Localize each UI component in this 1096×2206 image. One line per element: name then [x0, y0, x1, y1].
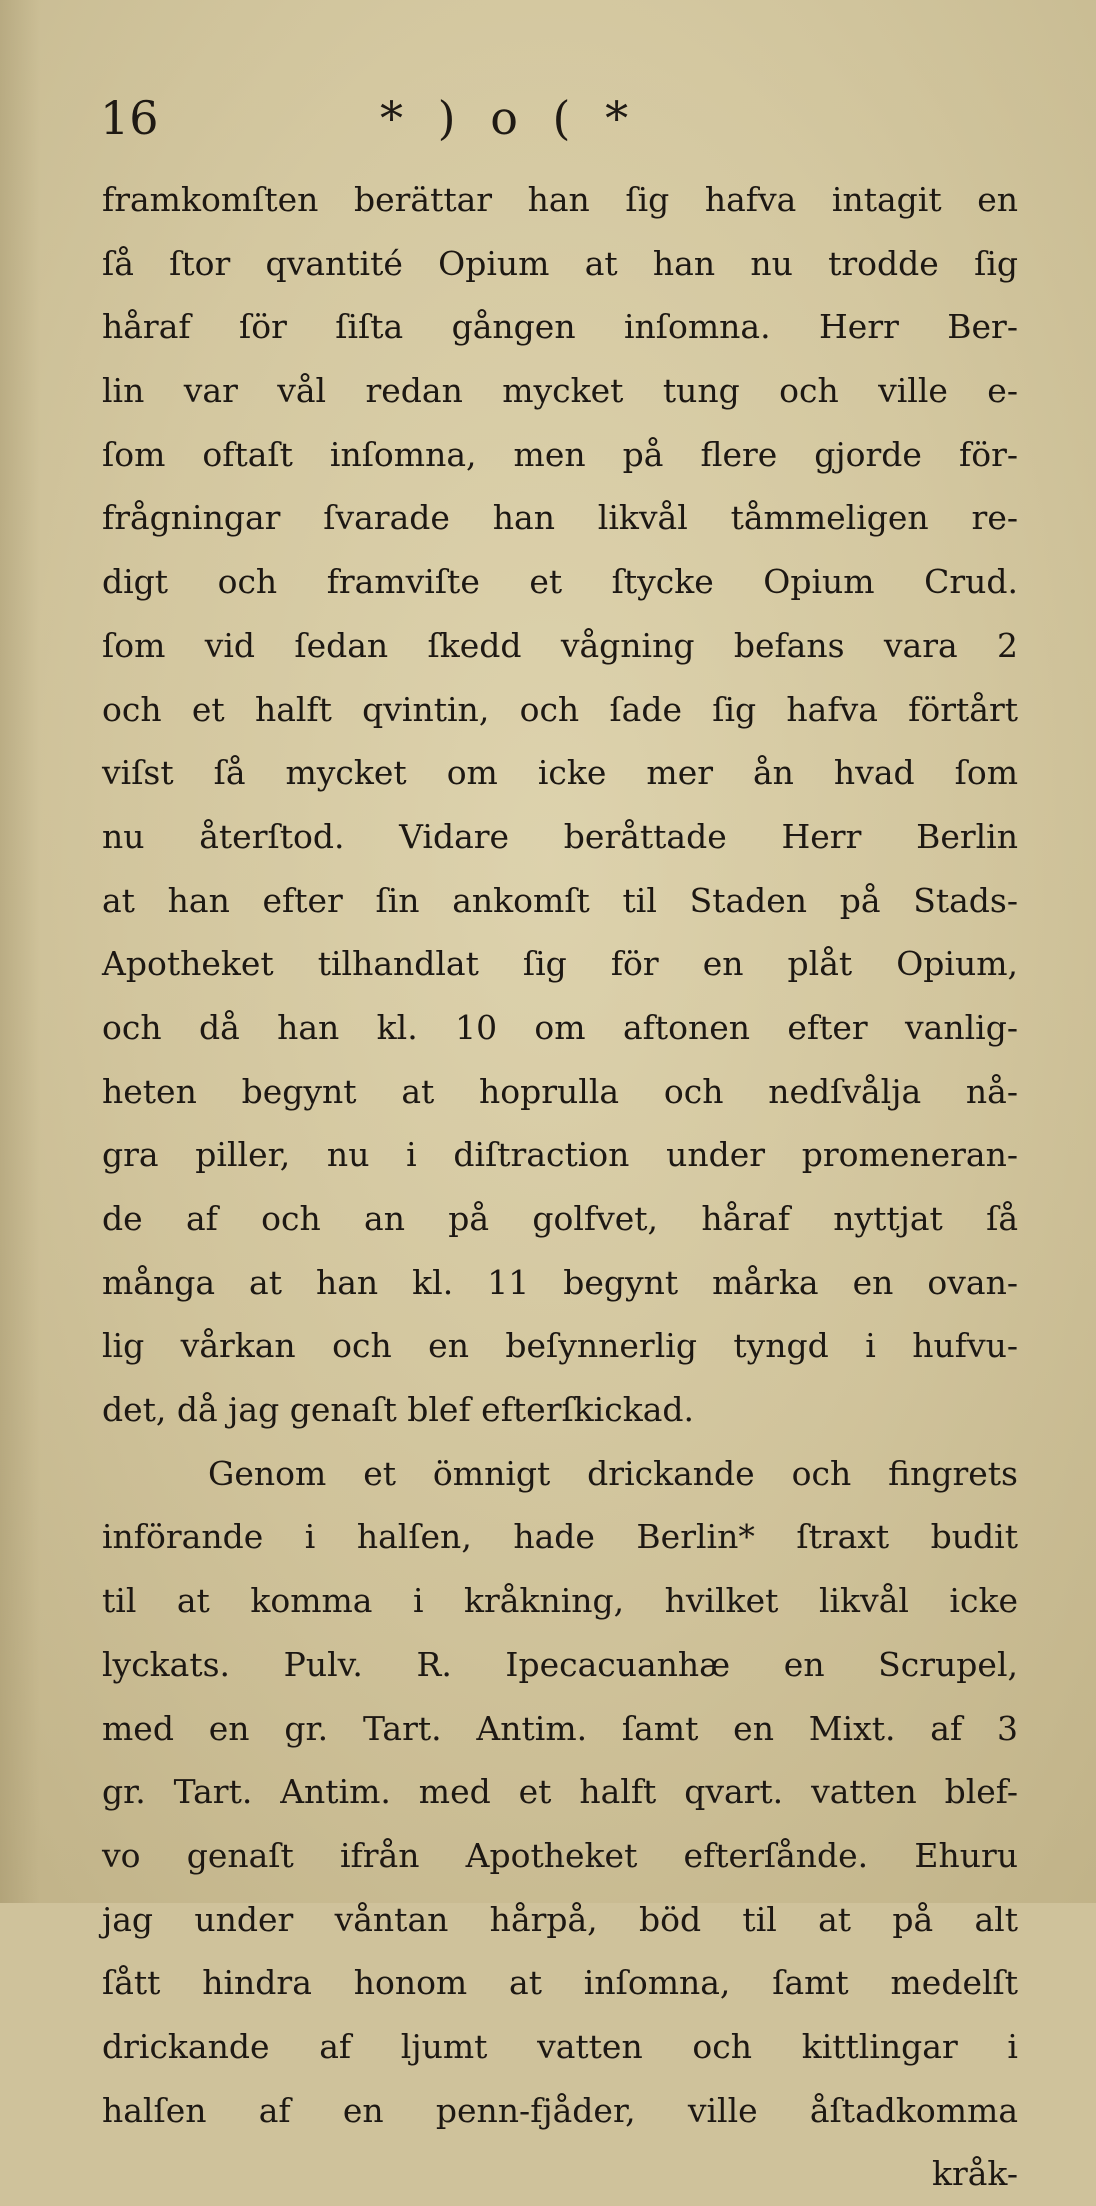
text-line: jag under våntan hårpå, böd til at på alt: [102, 1899, 1018, 1939]
text-line: viſst ſå mycket om icke mer ån hvad ſom: [102, 753, 1018, 793]
body-text: [102, 168, 1018, 2206]
text-line: ſått hindra honom at inſomna, ſamt medelſt: [102, 1963, 1018, 2003]
text-line: ſom vid ſedan ſkedd vågning befans vara 2: [102, 625, 1018, 665]
text-line: införande i halſen, hade Berlin* ſtraxt budit: [102, 1517, 1018, 1557]
catchword: kråk-: [931, 2154, 1018, 2194]
text-line: lig vårkan och en beſynnerlig tyngd i hufvu-: [102, 1326, 1018, 1366]
text-line: håraf ſör ſiſta gången inſomna. Herr Ber-: [102, 307, 1018, 347]
text-line-paragraph-end: det, då jag genaſt blef efterſkickad.: [102, 1390, 695, 1430]
text-line: framkomſten berättar han ſig hafva intagit en: [102, 180, 1018, 219]
text-line: til at komma i kråkning, hvilket likvål icke: [102, 1581, 1018, 1621]
page-header: [100, 88, 1020, 158]
text-line: vo genaſt ifrån Apotheket efterſånde. Ehuru: [102, 1835, 1018, 1875]
text-line: heten begynt at hoprulla och nedſvålja nå-: [102, 1071, 1018, 1111]
text-line: frågningar ſvarade han likvål tåmmeligen re-: [102, 498, 1018, 538]
text-line: många at han kl. 11 begynt mårka en ovan-: [102, 1262, 1018, 1302]
text-line: Apotheket tilhandlat ſig för en plåt Opium,: [102, 944, 1018, 984]
text-line: och et halft qvintin, och ſade ſig hafva förtårt: [102, 689, 1018, 729]
text-line: ſå ſtor qvantité Opium at han nu trodde ſig: [102, 243, 1018, 283]
text-line: gr. Tart. Antim. med et halft qvart. vatten blef-: [102, 1772, 1018, 1812]
header-ornament: * ) o ( *: [380, 91, 639, 145]
page-number: 16: [100, 91, 159, 145]
text-line: halſen af en penn-fjåder, ville åſtadkomma: [102, 2090, 1018, 2130]
text-line: drickande af ljumt vatten och kittlingar i: [102, 2026, 1018, 2066]
text-line: med en gr. Tart. Antim. ſamt en Mixt. af 3: [102, 1708, 1018, 1748]
text-line: och då han kl. 10 om aftonen efter vanlig-: [102, 1007, 1018, 1047]
text-line: lyckats. Pulv. R. Ipecacuanhæ en Scrupel,: [102, 1644, 1018, 1684]
text-line-paragraph-start: Genom et ömnigt drickande och fingrets: [208, 1453, 1018, 1493]
page-edge-shadow: [0, 0, 40, 1903]
text-line: ſom oftaſt inſomna, men på flere gjorde för-: [102, 434, 1018, 474]
text-line: lin var vål redan mycket tung och ville e-: [102, 371, 1018, 411]
text-line: gra piller, nu i diſtraction under promeneran-: [102, 1135, 1018, 1175]
text-line: de af och an på golfvet, håraf nyttjat ſå: [102, 1199, 1018, 1238]
text-line: digt och framviſte et ſtycke Opium Crud.: [102, 562, 1018, 602]
text-line: at han efter ſin ankomſt til Staden på Stads-: [102, 880, 1018, 920]
text-line: nu återſtod. Vidare beråttade Herr Berlin: [102, 816, 1018, 856]
